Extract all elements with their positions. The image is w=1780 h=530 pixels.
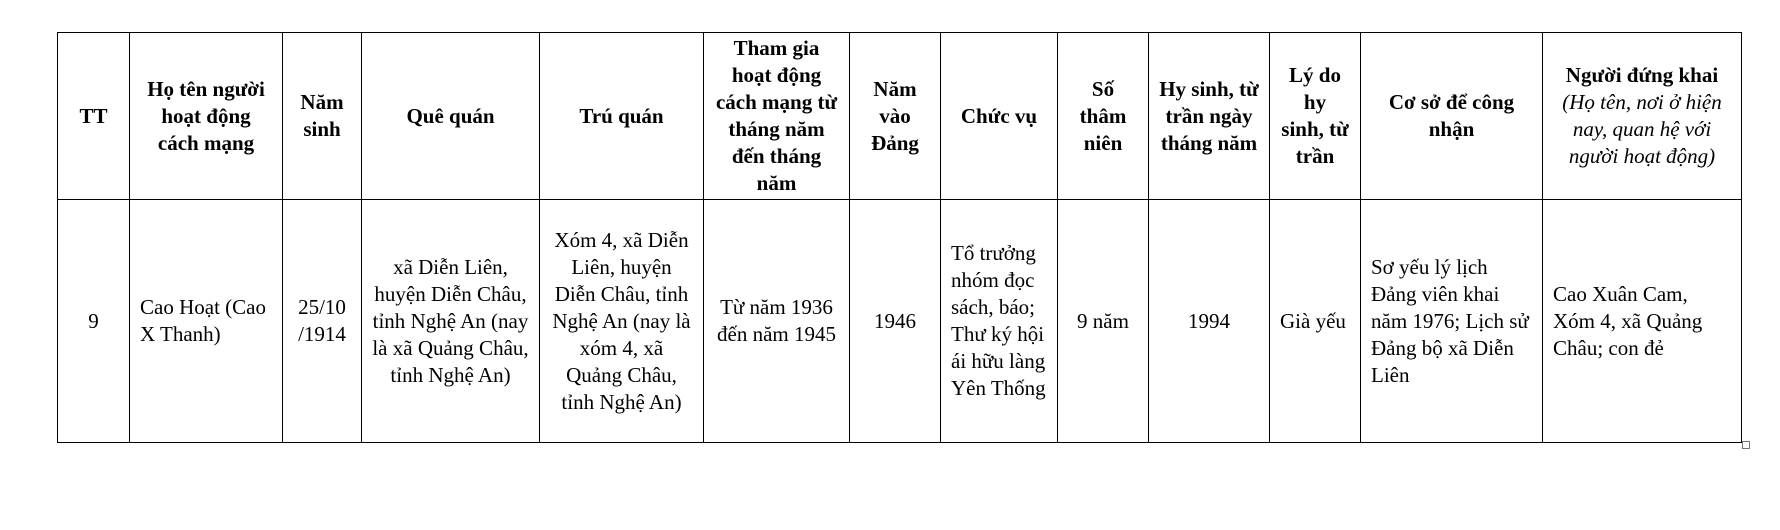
cell-ho-ten: Cao Hoạt (Cao X Thanh) [130,200,283,443]
header-hy-sinh: Hy sinh, từ trần ngày tháng năm [1149,33,1270,200]
header-chuc-vu: Chức vụ [941,33,1058,200]
cell-ly-do: Già yếu [1270,200,1361,443]
header-nguoi-dung-khai-title: Người đứng khai [1565,63,1719,87]
header-nam-vao-dang: Năm vào Đảng [850,33,941,200]
header-ly-do: Lý do hy sinh, từ trần [1270,33,1361,200]
header-tru-quan: Trú quán [540,33,704,200]
cell-hy-sinh: 1994 [1149,200,1270,443]
table-row [58,200,1742,443]
header-ho-ten: Họ tên người hoạt động cách mạng [130,33,283,200]
cell-co-so: Sơ yếu lý lịch Đảng viên khai năm 1976; Lịch sử Đảng bộ xã Diễn Liên [1361,200,1543,443]
cell-tham-gia: Từ năm 1936 đến năm 1945 [704,200,850,443]
header-row [58,33,1742,200]
header-so-tham-nien: Số thâm niên [1058,33,1149,200]
records-table [57,32,1742,443]
header-nguoi-dung-khai [1543,33,1742,200]
header-co-so: Cơ sở để công nhận [1361,33,1543,200]
cell-so-tham-nien: 9 năm [1058,200,1149,443]
header-tt: TT [58,33,130,200]
header-nguoi-dung-khai-note: (Họ tên, nơi ở hiện nay, quan hệ với người hoạt động) [1562,90,1722,168]
table-resize-handle[interactable] [1742,441,1750,449]
cell-tt: 9 [58,200,130,443]
cell-que-quan: xã Diễn Liên, huyện Diễn Châu, tỉnh Nghệ An (nay là xã Quảng Châu, tỉnh Nghệ An) [362,200,540,443]
cell-nam-sinh: 25/10 /1914 [283,200,362,443]
cell-tru-quan: Xóm 4, xã Diễn Liên, huyện Diễn Châu, tỉnh Nghệ An (nay là xóm 4, xã Quảng Châu, tỉnh Nghệ An) [540,200,704,443]
cell-nam-vao-dang: 1946 [850,200,941,443]
cell-chuc-vu: Tổ trưởng nhóm đọc sách, báo; Thư ký hội ái hữu làng Yên Thống [941,200,1058,443]
header-nam-sinh: Năm sinh [283,33,362,200]
cell-nguoi-dung-khai: Cao Xuân Cam, Xóm 4, xã Quảng Châu; con đẻ [1543,200,1742,443]
header-tham-gia: Tham gia hoạt động cách mạng từ tháng năm đến tháng năm [704,33,850,200]
header-que-quan: Quê quán [362,33,540,200]
